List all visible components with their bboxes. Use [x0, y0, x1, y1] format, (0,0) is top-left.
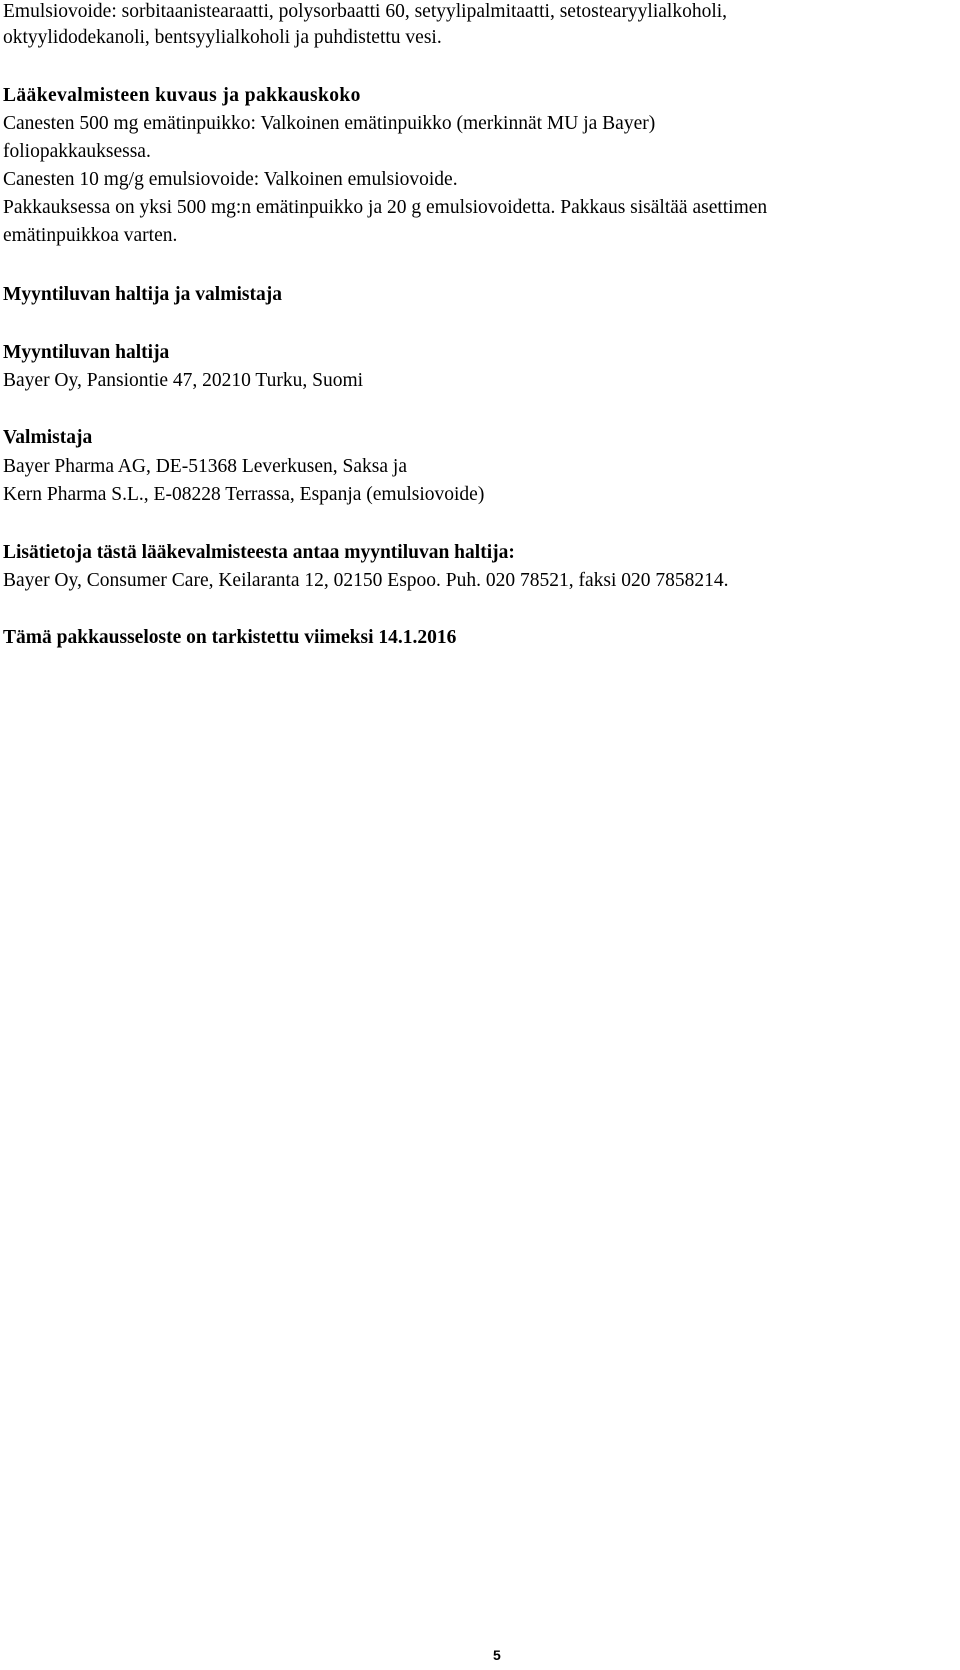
description-line-5: emätinpuikkoa varten. — [3, 225, 178, 246]
manufacturer-line-1: Bayer Pharma AG, DE-51368 Leverkusen, Saksa ja — [3, 456, 407, 477]
manufacturer-heading: Valmistaja — [3, 427, 93, 448]
ingredients-line-2: oktyylidodekanoli, bentsyylialkoholi ja puhdistettu vesi. — [3, 27, 442, 48]
description-line-4: Pakkauksessa on yksi 500 mg:n emätinpuikko ja 20 g emulsiovoidetta. Pakkaus sisältää asettimen — [3, 197, 768, 218]
ingredients-line-1: Emulsiovoide: sorbitaanistearaatti, polysorbaatti 60, setyylipalmitaatti, setostearyylialkoholi, — [3, 1, 728, 22]
page-number: 5 — [493, 1647, 501, 1663]
description-line-2: foliopakkauksessa. — [3, 141, 151, 162]
description-line-1: Canesten 500 mg emätinpuikko: Valkoinen emätinpuikko (merkinnät MU ja Bayer) — [3, 113, 656, 134]
description-line-3: Canesten 10 mg/g emulsiovoide: Valkoinen emulsiovoide. — [3, 169, 458, 190]
description-heading: Lääkevalmisteen kuvaus ja pakkauskoko — [3, 85, 361, 106]
holder-address: Bayer Oy, Pansiontie 47, 20210 Turku, Suomi — [3, 370, 364, 391]
contact-line: Bayer Oy, Consumer Care, Keilaranta 12, 02150 Espoo. Puh. 020 78521, faksi 020 7858214. — [3, 570, 729, 591]
holder-heading: Myyntiluvan haltija — [3, 342, 170, 363]
contact-heading: Lisätietoja tästä lääkevalmisteesta antaa myyntiluvan haltija: — [3, 542, 515, 563]
holder-section-heading: Myyntiluvan haltija ja valmistaja — [3, 284, 282, 305]
revision-date: Tämä pakkausseloste on tarkistettu viimeksi 14.1.2016 — [3, 627, 457, 648]
manufacturer-line-2: Kern Pharma S.L., E-08228 Terrassa, Espanja (emulsiovoide) — [3, 484, 485, 505]
